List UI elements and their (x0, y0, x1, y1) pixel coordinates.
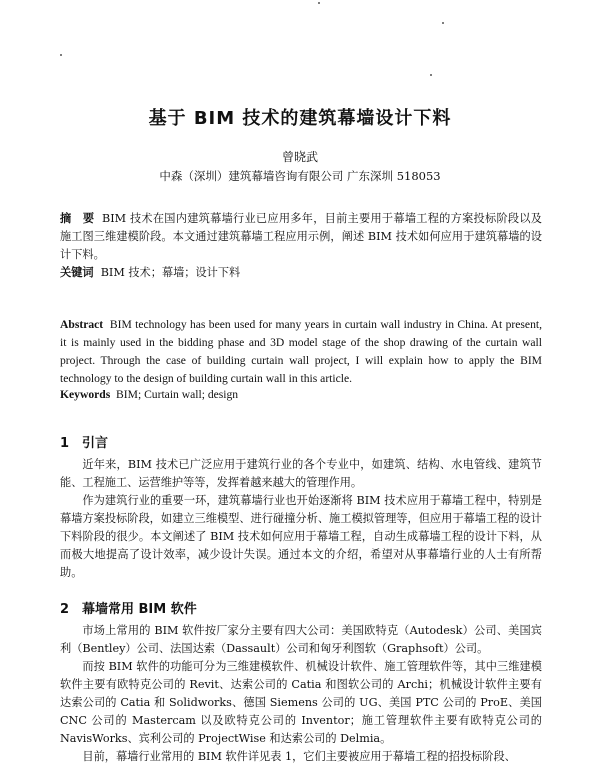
scan-speck (318, 2, 320, 4)
section-number: 2 (60, 602, 70, 617)
section-title: 引言 (82, 436, 109, 451)
section-heading-2 (60, 598, 197, 617)
abstract-cn (60, 210, 542, 264)
section-heading-1 (60, 432, 108, 451)
paragraph: 而按 BIM 软件的功能可分为三维建模软件、机械设计软件、施工管理软件等，其中三维建模软件主要有欧特克公司的 Revit、达索公司的 Catia 和图软公司的 Archi；机械设计软件主要有达索公司的 Catia 和 Solidworks、德国 Siemens 公司的 UG、美国 PTC 公司的 ProE、美国 CNC 公司的 Mastercam 以及欧特克公司的 Inventor；施工管理软件主要有欧特克公司的 NavisWorks、宾利公司的 ProjectWise 和达索公司的 Delmia。 (60, 660, 542, 745)
abstract-en-text: BIM technology has been used for many years in curtain wall industry in China. At present, it is mainly used in the bidding phase and 3D model stage of the shop drawing of the curtain wall project. Through the case of building curtain wall project, I will explain how to apply the BIM technology to the design of building curtain wall in this article. (60, 318, 542, 385)
scan-speck (442, 22, 444, 24)
author-affiliation: 中森（深圳）建筑幕墙咨询有限公司 广东深圳 518053 (159, 169, 441, 183)
abstract-cn-label: 摘 要 (60, 212, 95, 225)
keywords-en-label: Keywords (60, 388, 111, 401)
abstract-en (60, 316, 542, 388)
paper-title: 基于 BIM 技术的建筑幕墙设计下料 (148, 108, 452, 129)
abstract-cn-text: BIM 技术在国内建筑幕墙行业已应用多年，目前主要用于幕墙工程的方案投标阶段以及施工图三维建模阶段。本文通过建筑幕墙工程应用示例，阐述 BIM 技术如何应用于建筑幕墙的设计下料。 (60, 212, 542, 261)
section-number: 1 (60, 436, 70, 451)
author-name: 曾晓武 (281, 150, 318, 164)
keywords-en-text: BIM; Curtain wall; design (116, 388, 239, 401)
keywords-en (60, 386, 542, 404)
paragraph: 作为建筑行业的重要一环，建筑幕墙行业也开始逐渐将 BIM 技术应用于幕墙工程中，特别是幕墙方案投标阶段，如建立三维模型、进行碰撞分析、施工模拟管理等，但应用于幕墙工程的设计下料阶段的很少。本文阐述了 BIM 技术如何应用于幕墙工程，自动生成幕墙工程的设计下料，从而极大地提高了设计效率，减少设计失误。通过本文的介绍，希望对从事幕墙行业的人士有所帮助。 (60, 494, 542, 579)
paragraph: 近年来，BIM 技术已广泛应用于建筑行业的各个专业中，如建筑、结构、水电管线、建筑节能、工程施工、运营维护等等，发挥着越来越大的管理作用。 (60, 458, 542, 489)
abstract-en-label: Abstract (60, 318, 104, 331)
keywords-cn (60, 264, 542, 282)
paragraph: 市场上常用的 BIM 软件按厂家分主要有四大公司：美国欧特克（Autodesk）公司、美国宾利（Bentley）公司、法国达索（Dassault）公司和匈牙利图软（Graphsoft）公司。 (60, 624, 542, 655)
keywords-cn-label: 关键词 (60, 266, 94, 279)
section-title: 幕墙常用 BIM 软件 (82, 602, 197, 617)
paragraph: 目前，幕墙行业常用的 BIM 软件详见表 1，它们主要被应用于幕墙工程的招投标阶段、 (82, 750, 516, 763)
scan-speck (60, 54, 62, 56)
keywords-cn-text: BIM 技术；幕墙；设计下料 (100, 266, 241, 279)
scan-speck (430, 74, 432, 76)
